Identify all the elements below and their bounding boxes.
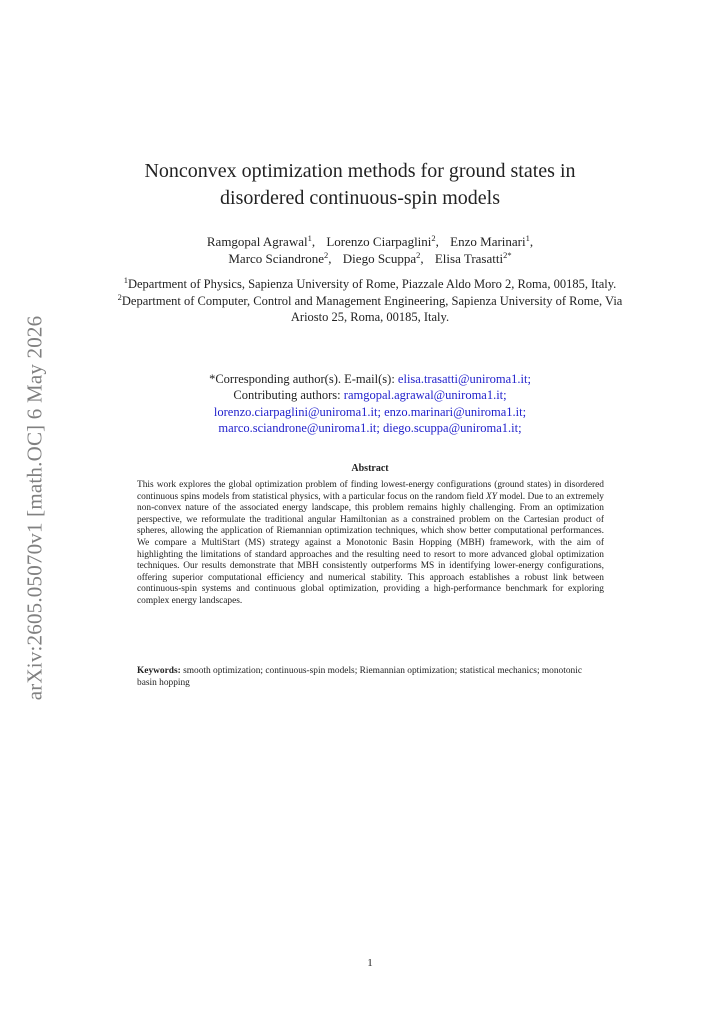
- keywords: [137, 666, 604, 689]
- corresponding-author-line: *Corresponding author(s). E-mail(s): elisa.trasatti@uniroma1.it;: [209, 372, 531, 386]
- author: Elisa Trasatti$^{2*}$: [434, 250, 512, 266]
- author: Enzo Marinari$^1$,: [450, 233, 534, 249]
- email-link[interactable]: ramgopal.agrawal@uniroma1.it;: [343, 388, 507, 403]
- email-line: [0, 420, 720, 436]
- author-line-1: [0, 233, 720, 250]
- email-link[interactable]: diego.scuppa@uniroma1.it;: [383, 421, 522, 436]
- email-link[interactable]: elisa.trasatti@uniroma1.it;: [397, 372, 531, 386]
- paper-title: [0, 158, 720, 212]
- correspondence-block: [0, 371, 720, 437]
- page-number: 1: [367, 957, 373, 969]
- email-link[interactable]: lorenzo.ciarpaglini@uniroma1.it;: [213, 404, 381, 419]
- author: Lorenzo Ciarpaglini$^2$,: [326, 233, 439, 249]
- abstract-heading: Abstract: [351, 463, 389, 474]
- keywords-label: Keywords:: [137, 666, 181, 676]
- affiliation-1: $^1$Department of Physics, Sapienza University of Rome, Piazzale Aldo Moro 2, Roma, 00185, Italy.: [123, 275, 617, 291]
- affiliations: [100, 276, 640, 326]
- email-link[interactable]: marco.sciandrone@uniroma1.it;: [218, 421, 380, 436]
- email-line: [0, 404, 720, 420]
- title-line-2: disordered continuous-spin models: [220, 187, 500, 209]
- author-line-2: [0, 250, 720, 267]
- contributing-authors-line: Contributing authors: ramgopal.agrawal@uniroma1.it;: [233, 388, 507, 403]
- affiliation-2: $^2$Department of Computer, Control and Management Engineering, Sapienza University of Rome, Via Ariosto 25, Roma, 00185, Italy.: [117, 291, 623, 324]
- author: Marco Sciandrone$^2$,: [228, 250, 332, 266]
- arxiv-identifier-stamp: arXiv:2605.05070v1 [math.OC] 6 May 2026: [22, 315, 47, 701]
- author: Diego Scuppa$^2$,: [342, 250, 424, 266]
- author: Ramgopal Agrawal$^1$,: [206, 233, 316, 249]
- author-list: [0, 233, 720, 267]
- keywords-text: smooth optimization; continuous-spin models; Riemannian optimization; statistical mechanics; monotonic basin hopping: [137, 666, 582, 688]
- email-link[interactable]: enzo.marinari@uniroma1.it;: [384, 404, 527, 419]
- title-line-1: Nonconvex optimization methods for ground states in: [144, 160, 576, 182]
- abstract-text: This work explores the global optimization problem of finding lowest-energy configurations (ground states) in disordered continuous spins models from statistical physics, with a particular focus on the random field XY model. Due to an extremely non-convex nature of the associated energy landscape, this problem remains highly challenging. From an optimization perspective, we reformulate the traditional angular Hamiltonian as a constrained problem on the Cartesian product of spheres, allowing the application of Riemannian optimization techniques, which show better computational performances. We compare a MultiStart (MS) strategy against a Monotonic Basin Hopping (MBH) framework, with the aim of highlighting the limitations of standard approaches and the resulting need to resort to more advanced global optimization techniques. Our results demonstrate that MBH consistently outperforms MS in identifying lower-energy configurations, offering superior computational efficiency and numerical stability. This approach establishes a robust link between continuous-spin systems and continuous global optimization, providing a high-performance benchmark for exploring complex energy landscapes.: [137, 480, 604, 606]
